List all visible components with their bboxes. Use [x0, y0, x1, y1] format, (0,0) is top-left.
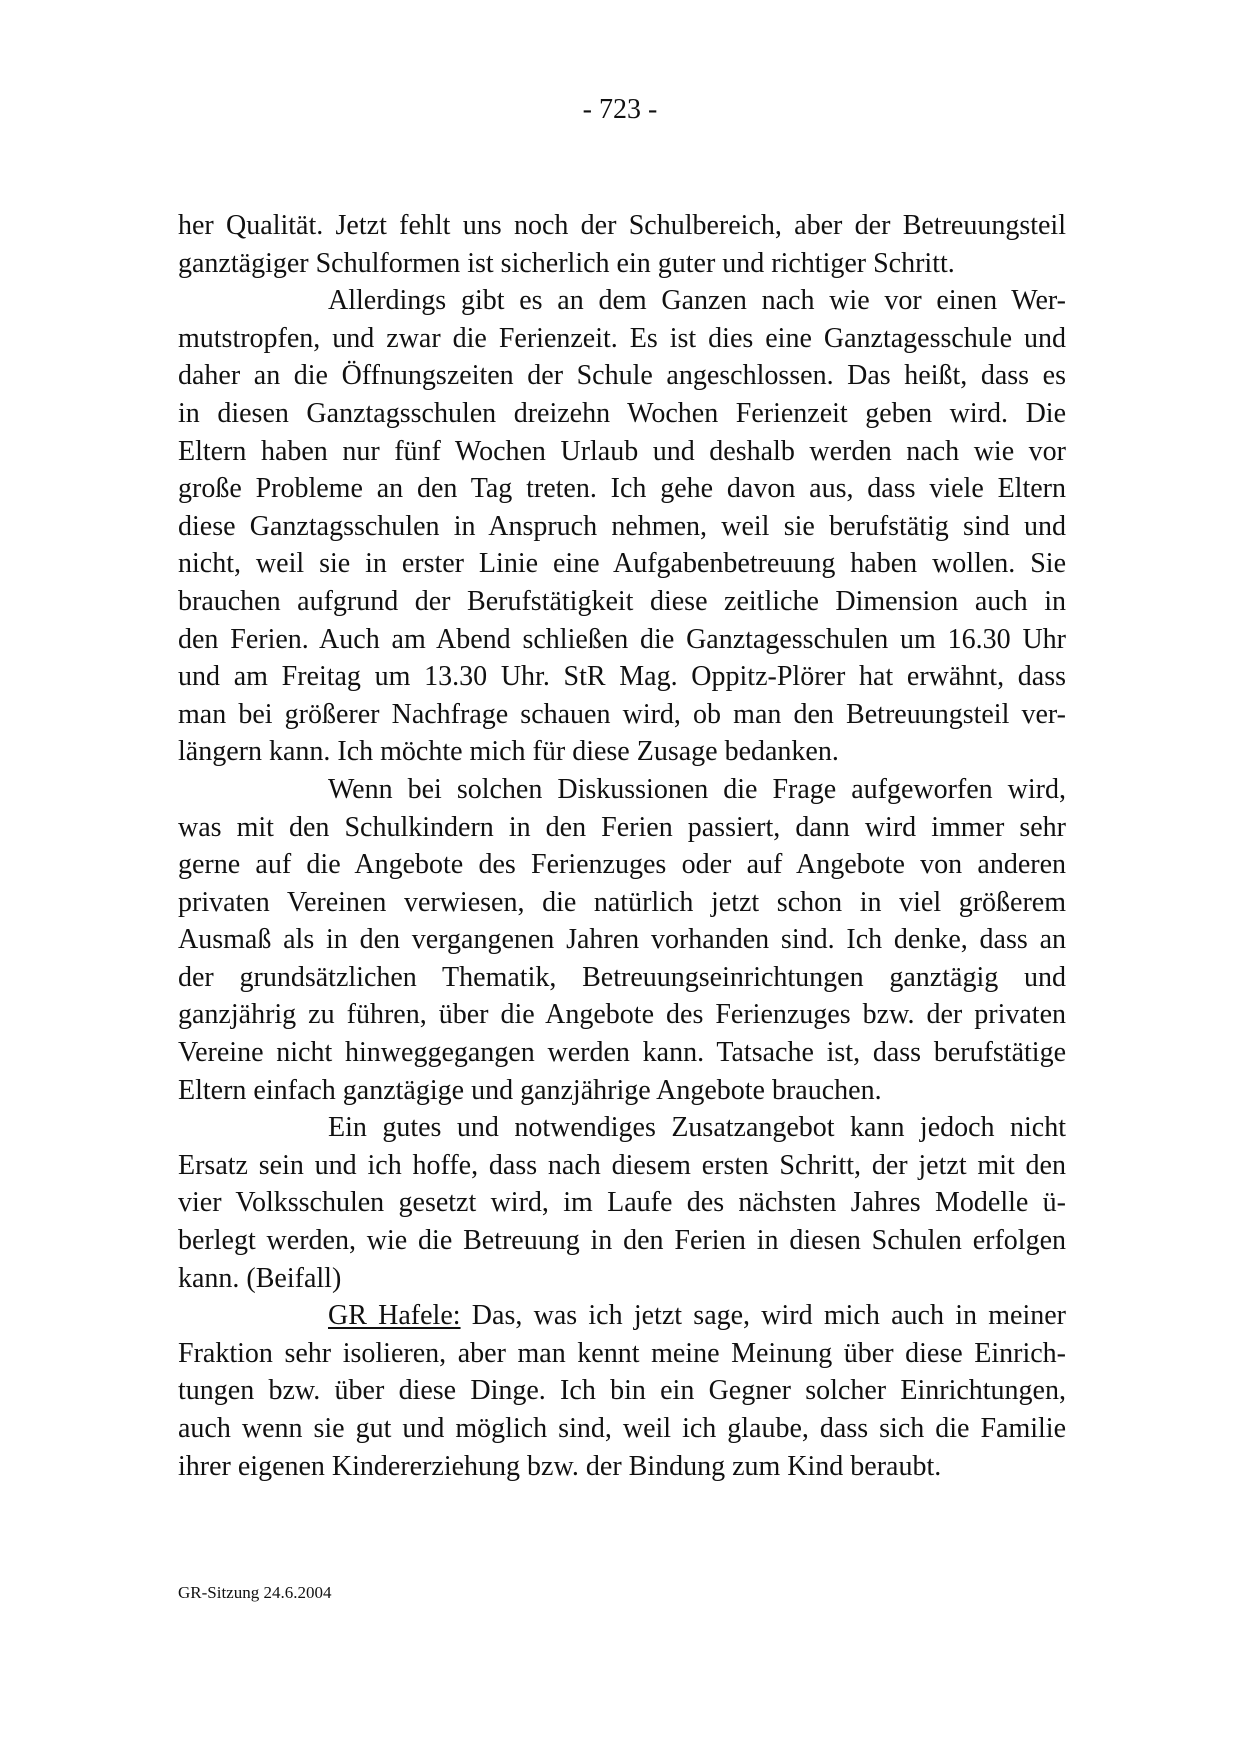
- text-line: auch wenn sie gut und möglich sind, weil ich glaube, dass sich die Familie: [178, 1413, 1066, 1444]
- text-line: Ein gutes und notwendiges Zusatzangebot kann jedoch nicht: [328, 1112, 1066, 1144]
- text-line: Fraktion sehr isolieren, aber man kennt meine Meinung über diese Einrich-: [178, 1337, 1066, 1369]
- text-line: ganzjährig zu führen, über die Angebote des Ferienzuges bzw. der privaten: [178, 999, 1066, 1031]
- text-line: und am Freitag um 13.30 Uhr. StR Mag. Oppitz-Plörer hat erwähnt, dass: [178, 661, 1066, 693]
- paragraph-2: [178, 282, 1066, 771]
- text-line: tungen bzw. über diese Dinge. Ich bin ein Gegner solcher Einrichtungen,: [178, 1375, 1066, 1407]
- speech-first-line: [178, 1297, 1066, 1335]
- text-line: her Qualität. Jetzt fehlt uns noch der Schulbereich, aber der Betreuungsteil: [178, 210, 1066, 241]
- body-text: [178, 207, 1066, 1485]
- paragraph-1: [178, 207, 1066, 282]
- speech-first-line-text: Das, was ich jetzt sage, wird mich auch in meiner: [460, 1300, 1066, 1332]
- text-line: was mit den Schulkindern in den Ferien passiert, dann wird immer sehr: [178, 811, 1066, 843]
- text-line: brauchen aufgrund der Berufstätigkeit diese zeitliche Dimension auch in: [178, 585, 1066, 617]
- text-line: Vereine nicht hinweggegangen werden kann. Tatsache ist, dass berufstätige: [178, 1037, 1066, 1069]
- speech-paragraph: [178, 1297, 1066, 1485]
- text-line: Eltern einfach ganztägige und ganzjährige Angebote brauchen.: [178, 1074, 882, 1106]
- text-line: nicht, weil sie in erster Linie eine Aufgabenbetreuung haben wollen. Sie: [178, 548, 1066, 580]
- page-number: - 723 -: [582, 94, 658, 125]
- text-line: gerne auf die Angebote des Ferienzuges oder auf Angebote von anderen: [178, 849, 1066, 881]
- text-line: mutstropfen, und zwar die Ferienzeit. Es ist dies eine Ganztagesschule und: [178, 322, 1066, 354]
- text-line: der grundsätzlichen Thematik, Betreuungseinrichtungen ganztägig und: [178, 961, 1066, 993]
- text-line: kann. (Beifall): [178, 1262, 342, 1294]
- text-line: berlegt werden, wie die Betreuung in den Ferien in diesen Schulen erfolgen: [178, 1225, 1066, 1257]
- text-line: Eltern haben nur fünf Wochen Urlaub und deshalb werden nach wie vor: [178, 435, 1066, 467]
- text-line: Allerdings gibt es an dem Ganzen nach wie vor einen Wer-: [328, 285, 1066, 317]
- text-line: längern kann. Ich möchte mich für diese Zusage bedanken.: [178, 736, 839, 768]
- text-line: diese Ganztagsschulen in Anspruch nehmen, weil sie berufstätig sind und: [178, 510, 1066, 542]
- paragraph-3: [178, 771, 1066, 1109]
- text-line: privaten Vereinen verwiesen, die natürlich jetzt schon in viel größerem: [178, 886, 1066, 918]
- text-line: vier Volksschulen gesetzt wird, im Laufe des nächsten Jahres Modelle ü-: [178, 1187, 1066, 1219]
- text-line: man bei größerer Nachfrage schauen wird, ob man den Betreuungsteil ver-: [178, 698, 1066, 730]
- text-line: Ersatz sein und ich hoffe, dass nach diesem ersten Schritt, der jetzt mit den: [178, 1149, 1066, 1181]
- footer-session-date: GR-Sitzung 24.6.2004: [178, 1583, 332, 1602]
- text-line: ganztägiger Schulformen ist sicherlich ein guter und richtiger Schritt.: [178, 247, 955, 279]
- paragraph-4: [178, 1109, 1066, 1297]
- text-line: ihrer eigenen Kindererziehung bzw. der Bindung zum Kind beraubt.: [178, 1450, 942, 1482]
- text-line: Wenn bei solchen Diskussionen die Frage aufgeworfen wird,: [328, 773, 1066, 805]
- text-line: Ausmaß als in den vergangenen Jahren vorhanden sind. Ich denke, dass an: [178, 924, 1066, 956]
- text-line: den Ferien. Auch am Abend schließen die Ganztagesschulen um 16.30 Uhr: [178, 623, 1066, 655]
- text-line: daher an die Öffnungszeiten der Schule angeschlossen. Das heißt, dass es: [178, 360, 1066, 392]
- text-line: in diesen Ganztagsschulen dreizehn Wochen Ferienzeit geben wird. Die: [178, 397, 1066, 429]
- speaker-name: GR Hafele:: [328, 1300, 461, 1332]
- text-line: große Probleme an den Tag treten. Ich gehe davon aus, dass viele Eltern: [178, 473, 1066, 505]
